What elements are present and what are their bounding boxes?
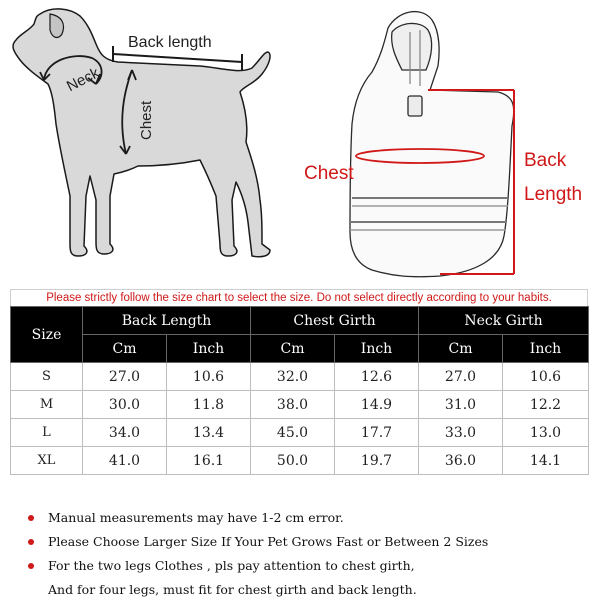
dog-back-length-label: Back length [128,34,212,51]
coat-back-label-line1: Back [524,150,567,171]
coat-chest-label: Chest [304,163,354,184]
size-chart [10,289,588,475]
note-text: And for four legs, must fit for chest girth and back length. [48,582,417,597]
note-text: Manual measurements may have 1-2 cm error. [48,510,344,525]
note-item-continued [26,578,586,602]
table-cell: 10.6 [167,363,251,391]
table-cell: 45.0 [251,419,335,447]
size-cell: M [11,391,83,419]
unit-header: Inch [503,335,589,363]
bullet-dot-icon [28,563,34,569]
unit-header: Cm [419,335,503,363]
table-cell: 16.1 [167,447,251,475]
bullet-dot-icon [28,539,34,545]
table-cell: 32.0 [251,363,335,391]
table-cell: 14.1 [503,447,589,475]
table-cell: 27.0 [419,363,503,391]
dog-neck-label: Neck [64,64,103,96]
unit-header: Cm [83,335,167,363]
table-row [11,447,589,475]
table-row [11,363,589,391]
coat-back-length-label [524,144,582,212]
note-text: Please Choose Larger Size If Your Pet Grows Fast or Between 2 Sizes [48,534,489,549]
group-header-neck-girth: Neck Girth [419,307,589,335]
table-cell: 12.2 [503,391,589,419]
table-cell: 13.0 [503,419,589,447]
table-cell: 33.0 [419,419,503,447]
dog-chest-label: Chest [138,100,155,140]
table-row [11,419,589,447]
measurement-illustrations [0,0,600,290]
group-header-chest-girth: Chest Girth [251,307,419,335]
note-item [26,506,586,530]
coat-back-label-line2: Length [524,184,583,205]
table-cell: 27.0 [83,363,167,391]
unit-header: Inch [335,335,419,363]
size-cell: XL [11,447,83,475]
table-cell: 38.0 [251,391,335,419]
table-cell: 13.4 [167,419,251,447]
group-header-back-length: Back Length [83,307,251,335]
table-cell: 34.0 [83,419,167,447]
size-cell: S [11,363,83,391]
table-cell: 41.0 [83,447,167,475]
size-chart-notice: Please strictly follow the size chart to select the size. Do not select directly according to your habits. [10,289,588,306]
table-row [11,391,589,419]
measurement-diagram [0,0,600,290]
table-cell: 12.6 [335,363,419,391]
table-cell: 31.0 [419,391,503,419]
note-text: For the two legs Clothes , pls pay attention to chest girth, [48,558,415,573]
unit-header: Inch [167,335,251,363]
unit-header: Cm [251,335,335,363]
size-cell: L [11,419,83,447]
table-cell: 50.0 [251,447,335,475]
table-cell: 10.6 [503,363,589,391]
unit-header-row [11,335,589,363]
note-item [26,554,586,578]
table-cell: 11.8 [167,391,251,419]
table-header-row [11,307,589,335]
table-cell: 30.0 [83,391,167,419]
table-cell: 19.7 [335,447,419,475]
size-column-header: Size [11,307,83,363]
table-cell: 14.9 [335,391,419,419]
notes-list [26,506,586,602]
table-cell: 17.7 [335,419,419,447]
size-table [10,306,589,475]
raincoat-illustration [350,12,514,277]
note-item [26,530,586,554]
table-cell: 36.0 [419,447,503,475]
bullet-dot-icon [28,515,34,521]
